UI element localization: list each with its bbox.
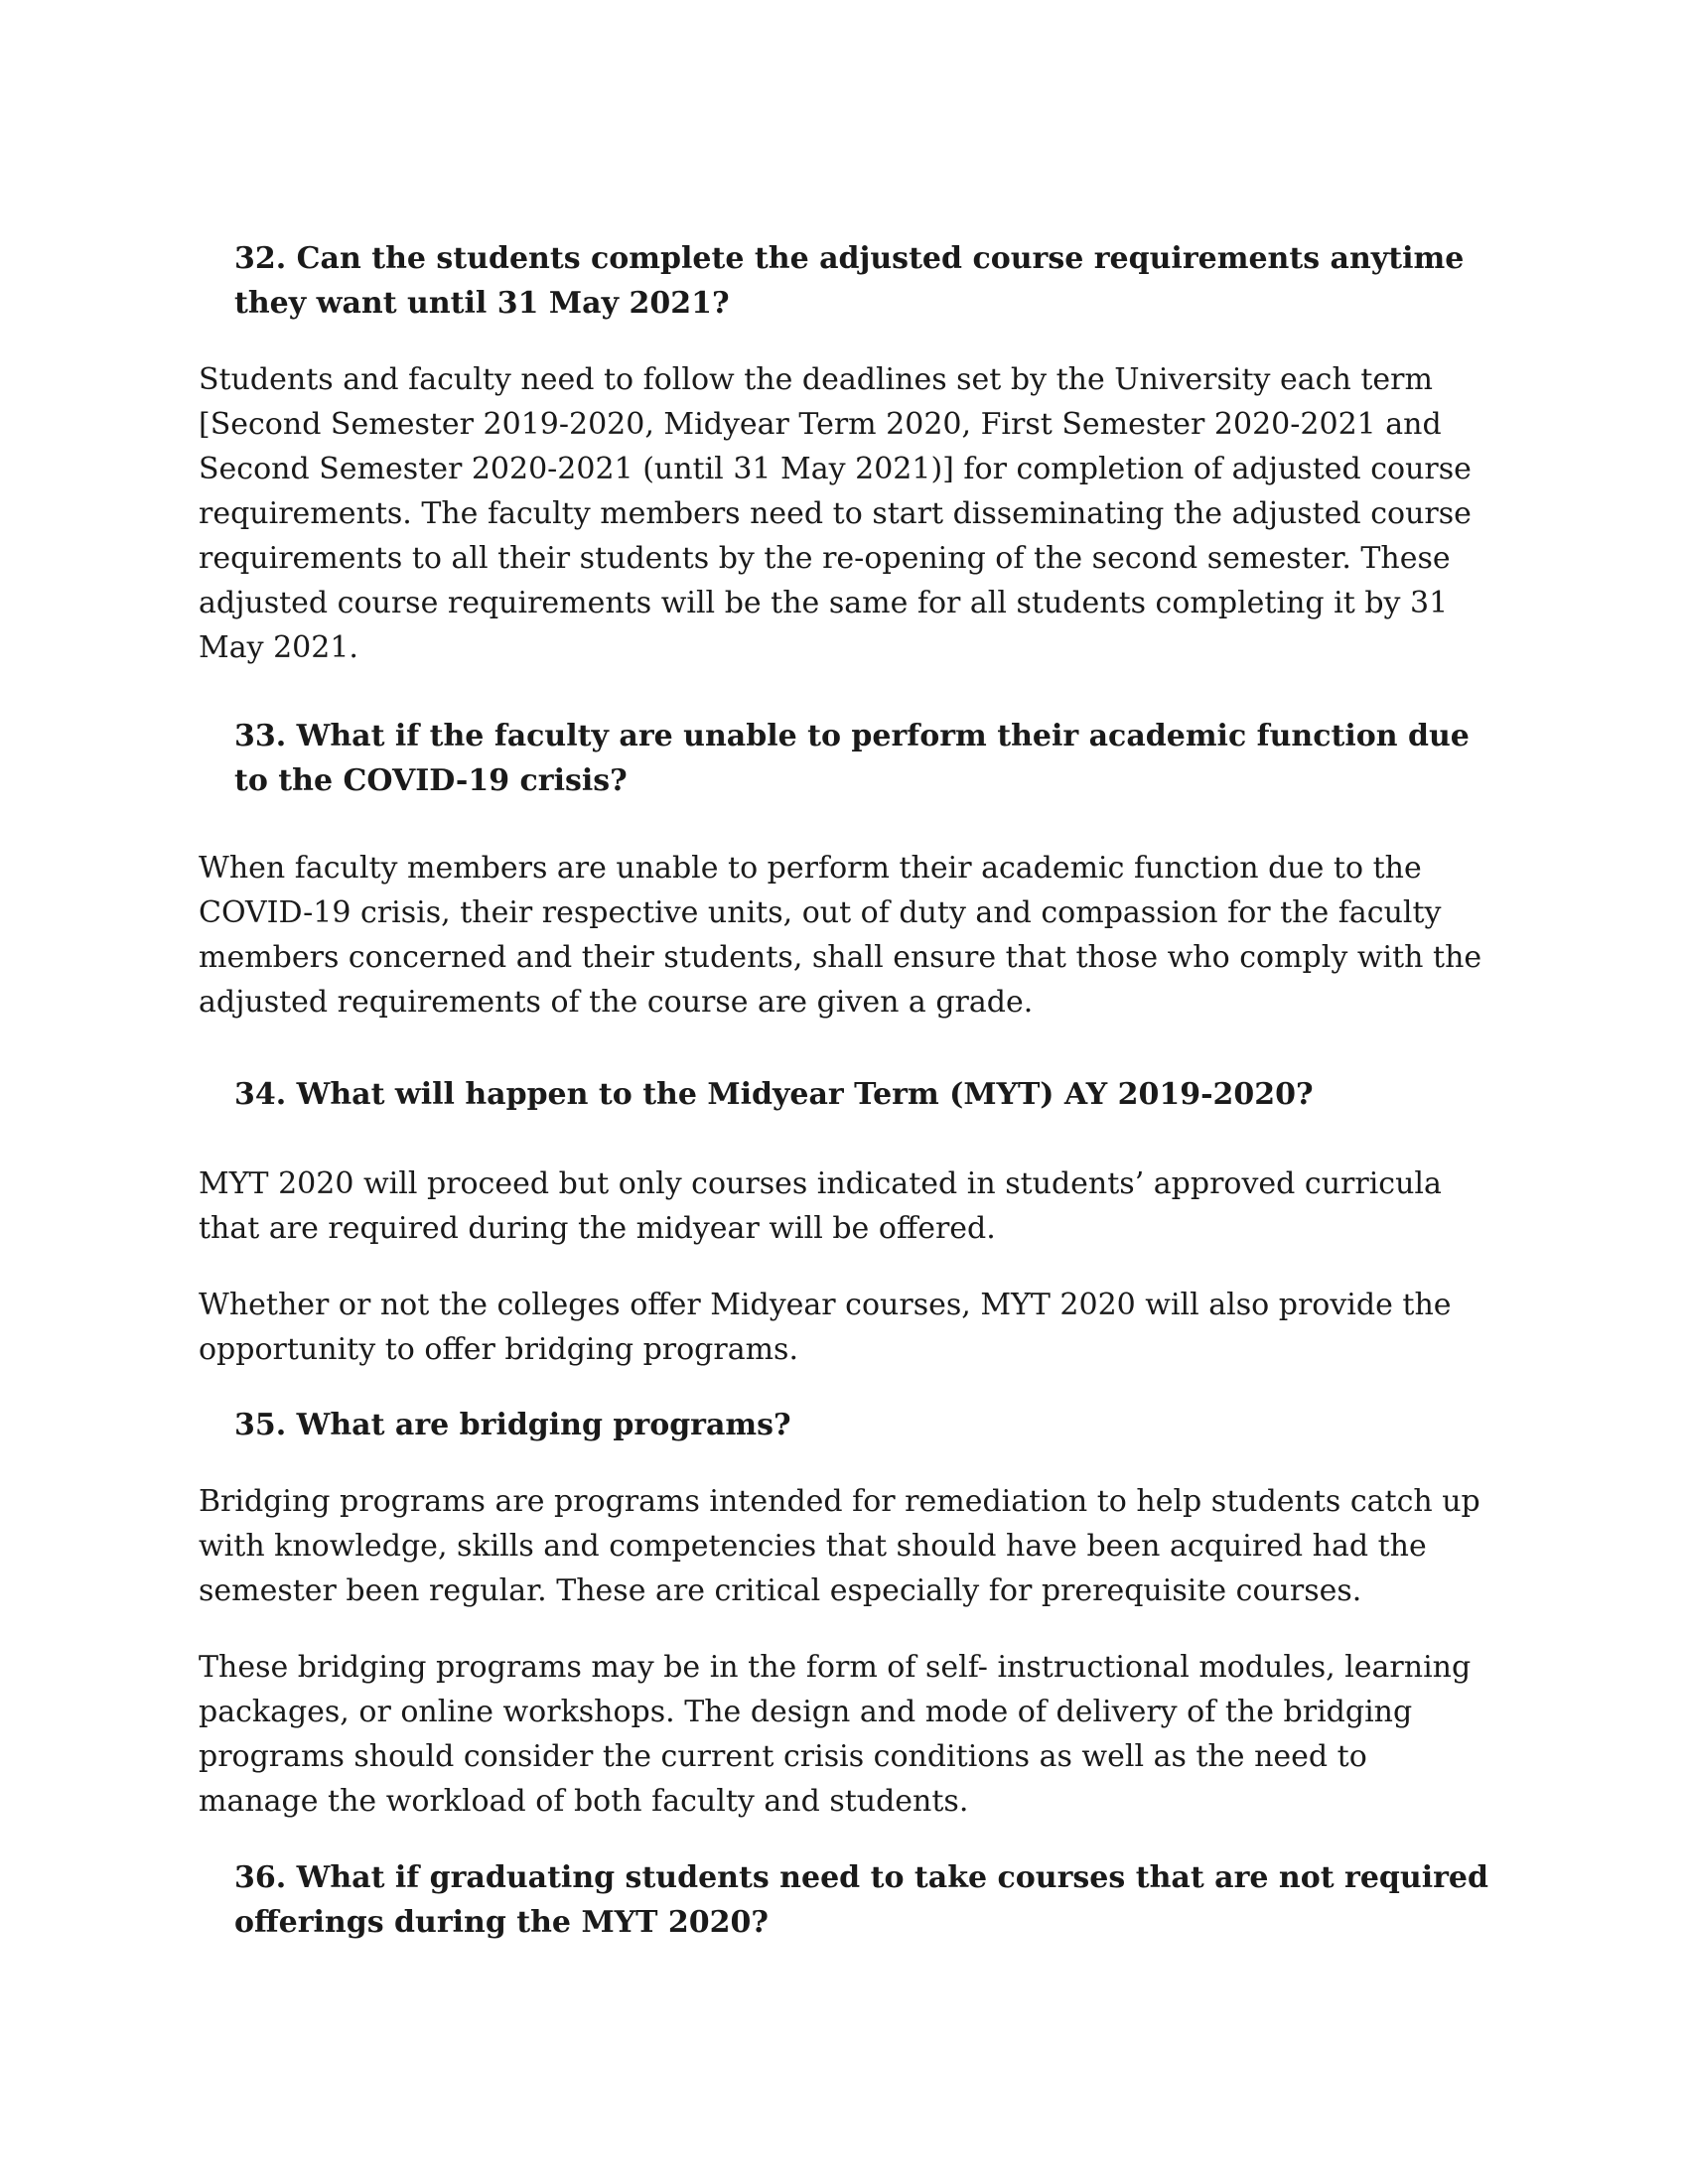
question-32 xyxy=(199,236,1489,326)
question-34-text: 34. What will happen to the Midyear Term (MYT) AY 2019-2020? xyxy=(234,1077,1314,1112)
answer-34-paragraph-1: MYT 2020 will proceed but only courses indicated in students’ approved curricula that are required during the midyear will be offered. xyxy=(199,1166,1442,1246)
question-33 xyxy=(199,714,1489,803)
question-34 xyxy=(199,1072,1489,1117)
answer-34-paragraph-2: Whether or not the colleges offer Midyear courses, MYT 2020 will also provide the opportunity to offer bridging programs. xyxy=(199,1288,1452,1367)
answer-33-paragraph-1: When faculty members are unable to perform their academic function due to the COVID-19 crisis, their respective units, out of duty and compassion for the faculty members concerned and their students, shall ensure that those who comply with the adjusted requirements of the course are given a grade. xyxy=(199,851,1482,1020)
question-32-text: 32. Can the students complete the adjusted course requirements anytime they want until 31 May 2021? xyxy=(234,241,1465,321)
answer-32-paragraph-1: Students and faculty need to follow the deadlines set by the University each term [Second Semester 2019-2020, Midyear Term 2020, First Semester 2020-2021 and Second Semester 2020-2021 (until 31 May 2021)] for completion of adjusted course requirements. The faculty members need to start disseminating the adjusted course requirements to all their students by the re-opening of the second semester. These adjusted course requirements will be the same for all students completing it by 31 May 2021. xyxy=(199,362,1472,665)
question-36-text: 36. What if graduating students need to take courses that are not required offerings during the MYT 2020? xyxy=(234,1860,1488,1940)
answer-35-paragraph-1: Bridging programs are programs intended for remediation to help students catch up with knowledge, skills and competencies that should have been acquired had the semester been regular. These are critical especially for prerequisite courses. xyxy=(199,1484,1480,1608)
question-36 xyxy=(199,1855,1489,1945)
question-33-text: 33. What if the faculty are unable to perform their academic function due to the COVID-19 crisis? xyxy=(234,719,1470,798)
question-35 xyxy=(199,1403,1489,1447)
document-body xyxy=(199,236,1489,1945)
answer-35-paragraph-2: These bridging programs may be in the form of self- instructional modules, learning packages, or online workshops. The design and mode of delivery of the bridging programs should consider the current crisis conditions as well as the need to manage the workload of both faculty and students. xyxy=(199,1650,1472,1819)
question-35-text: 35. What are bridging programs? xyxy=(234,1408,791,1442)
